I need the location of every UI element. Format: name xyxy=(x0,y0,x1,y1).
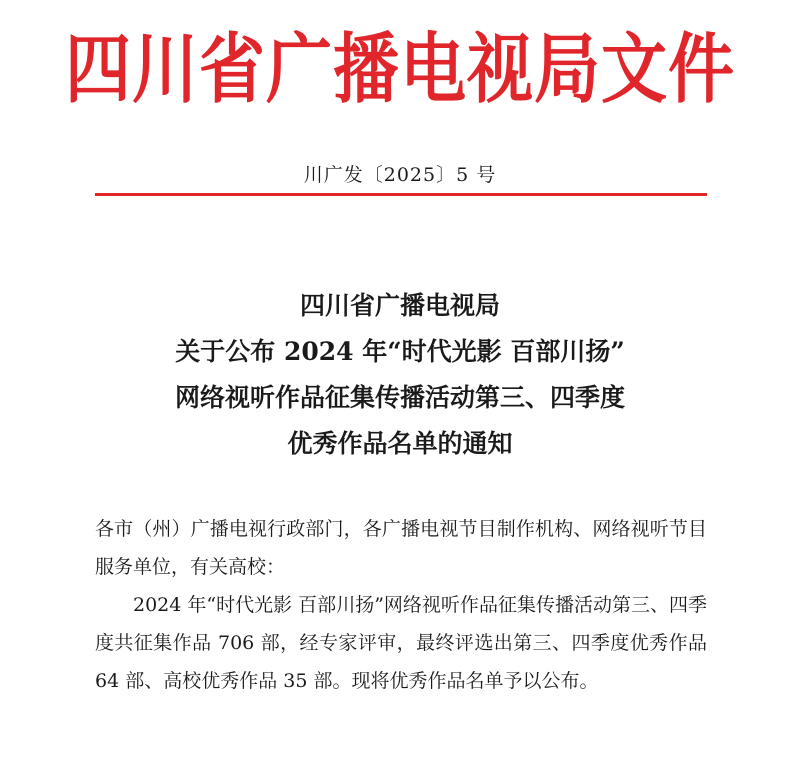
red-divider-line xyxy=(95,193,707,196)
notice-body xyxy=(95,510,707,700)
salutation: 各市（州）广播电视行政部门，各广播电视节目制作机构、网络视听节目服务单位，有关高校： xyxy=(95,518,707,578)
title-line: 四川省广播电视局 xyxy=(299,291,500,320)
issuer-header: 四川省广播电视局文件 xyxy=(65,25,735,114)
notice-title xyxy=(0,283,800,467)
title-line: 关于公布 2024 年“时代光影 百部川扬” xyxy=(175,337,625,366)
title-line: 网络视听作品征集传播活动第三、四季度 xyxy=(174,383,625,412)
body-paragraph: 2024 年“时代光影 百部川扬”网络视听作品征集传播活动第三、四季度共征集作品 706 部，经专家评审，最终评选出第三、四季度优秀作品 64 部、高校优秀作品 35 部。现将优秀作品名单予以公布。 xyxy=(95,594,707,692)
title-line: 优秀作品名单的通知 xyxy=(287,429,513,458)
document-number: 川广发〔2025〕5 号 xyxy=(303,164,497,186)
